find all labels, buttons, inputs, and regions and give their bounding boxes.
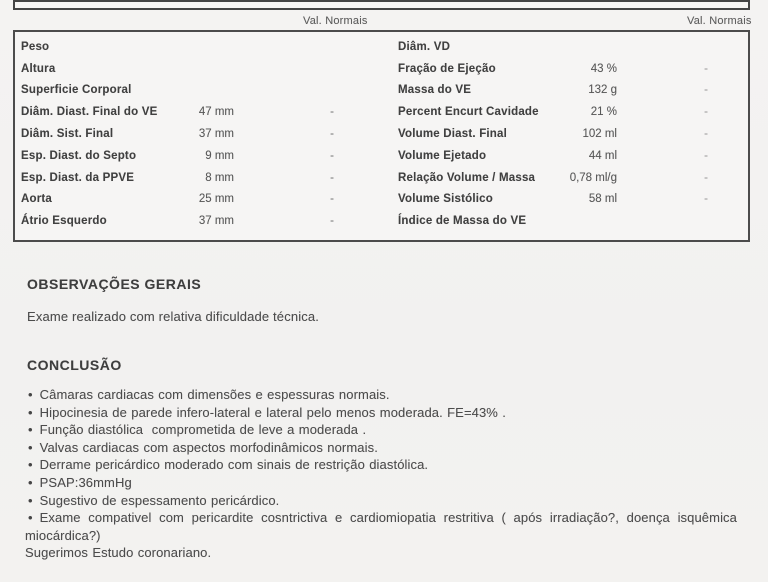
table-row bbox=[21, 101, 430, 123]
normals-header-right: Val. Normais bbox=[687, 15, 752, 27]
param-value: 47 mm bbox=[198, 106, 234, 119]
param-normal-value: - bbox=[330, 128, 334, 141]
bullet-item: • Derrame pericárdico moderado com sinais de restrição diastólica. bbox=[25, 456, 737, 474]
param-label: Volume Ejetado bbox=[398, 149, 487, 162]
param-label: Esp. Diast. do Septo bbox=[21, 149, 137, 162]
bullet-item: • PSAP:36mmHg bbox=[25, 474, 737, 492]
param-label: Diâm. Diast. Final do VE bbox=[21, 106, 158, 119]
bullet-item: • Sugestivo de espessamento pericárdico. bbox=[25, 492, 737, 510]
table-row bbox=[398, 189, 750, 211]
table-row bbox=[398, 58, 750, 80]
table-row bbox=[398, 145, 750, 167]
param-value: 25 mm bbox=[198, 193, 234, 206]
param-label: Percent Encurt Cavidade bbox=[398, 106, 539, 119]
param-normal-value: - bbox=[330, 106, 334, 119]
param-value: 37 mm bbox=[198, 215, 234, 228]
param-value: 132 g bbox=[588, 84, 617, 97]
param-label: Superficie Corporal bbox=[21, 84, 132, 97]
param-label: Volume Diast. Final bbox=[398, 128, 508, 141]
table-row bbox=[398, 101, 750, 123]
param-label: Altura bbox=[21, 62, 56, 75]
bullet-item: • Valvas cardiacas com aspectos morfodinâmicos normais. bbox=[25, 439, 737, 457]
param-normal-value: - bbox=[330, 215, 334, 228]
table-row bbox=[21, 80, 430, 102]
conclusion-heading: CONCLUSÃO bbox=[27, 357, 122, 373]
measurements-left-column bbox=[21, 36, 430, 232]
param-label: Fração de Ejeção bbox=[398, 62, 496, 75]
table-row bbox=[398, 80, 750, 102]
normals-header-left: Val. Normais bbox=[303, 15, 368, 27]
param-label: Índice de Massa do VE bbox=[398, 215, 527, 228]
param-normal-value: - bbox=[704, 106, 708, 119]
param-normal-value: - bbox=[330, 171, 334, 184]
table-row bbox=[398, 167, 750, 189]
table-row bbox=[21, 36, 430, 58]
param-normal-value: - bbox=[330, 149, 334, 162]
param-value: 37 mm bbox=[198, 128, 234, 141]
param-label: Esp. Diast. da PPVE bbox=[21, 171, 135, 184]
closing-note: Sugerimos Estudo coronariano. bbox=[25, 545, 212, 561]
param-value: 43 % bbox=[590, 62, 617, 75]
table-row bbox=[21, 210, 430, 232]
param-normal-value: - bbox=[704, 128, 708, 141]
bullet-item: • Função diastólica comprometida de leve a moderada . bbox=[25, 421, 737, 439]
table-row bbox=[21, 58, 430, 80]
param-label: Aorta bbox=[21, 193, 53, 206]
param-value: 0,78 ml/g bbox=[569, 171, 617, 184]
bullet-item: • Câmaras cardiacas com dimensões e espessuras normais. bbox=[25, 386, 737, 404]
table-row bbox=[398, 123, 750, 145]
cutoff-box-bottom-edge bbox=[13, 0, 750, 10]
param-label: Peso bbox=[21, 40, 50, 53]
table-row bbox=[398, 210, 750, 232]
param-normal-value: - bbox=[704, 62, 708, 75]
param-label: Volume Sistólico bbox=[398, 193, 494, 206]
table-row bbox=[21, 167, 430, 189]
table-row bbox=[398, 36, 750, 58]
param-value: 21 % bbox=[590, 106, 617, 119]
table-row bbox=[21, 123, 430, 145]
param-label: Diâm. Sist. Final bbox=[21, 128, 114, 141]
param-label: Massa do VE bbox=[398, 84, 472, 97]
observations-heading: OBSERVAÇÕES GERAIS bbox=[27, 276, 202, 292]
param-normal-value: - bbox=[704, 84, 708, 97]
observations-text: Exame realizado com relativa dificuldade técnica. bbox=[27, 309, 320, 324]
measurements-table bbox=[13, 30, 750, 242]
table-row bbox=[21, 145, 430, 167]
param-normal-value: - bbox=[704, 193, 708, 206]
conclusion-list bbox=[25, 386, 742, 562]
param-value: 9 mm bbox=[205, 149, 234, 162]
param-value: 58 ml bbox=[588, 193, 617, 206]
bullet-item: • Hipocinesia de parede infero-lateral e lateral pelo menos moderada. FE=43% . bbox=[25, 404, 737, 422]
param-normal-value: - bbox=[704, 171, 708, 184]
bullet-item: • Exame compativel com pericardite cosntrictiva e cardiomiopatia restritiva ( após irradiação?, doença isquêmica miocárdica?) bbox=[25, 509, 737, 544]
param-value: 44 ml bbox=[588, 149, 617, 162]
table-row bbox=[21, 189, 430, 211]
param-label: Diâm. VD bbox=[398, 40, 451, 53]
param-label: Átrio Esquerdo bbox=[21, 215, 107, 228]
param-normal-value: - bbox=[704, 149, 708, 162]
param-value: 102 ml bbox=[582, 128, 617, 141]
param-normal-value: - bbox=[330, 193, 334, 206]
param-value: 8 mm bbox=[205, 171, 234, 184]
param-label: Relação Volume / Massa bbox=[398, 171, 536, 184]
measurements-right-column bbox=[398, 36, 750, 232]
